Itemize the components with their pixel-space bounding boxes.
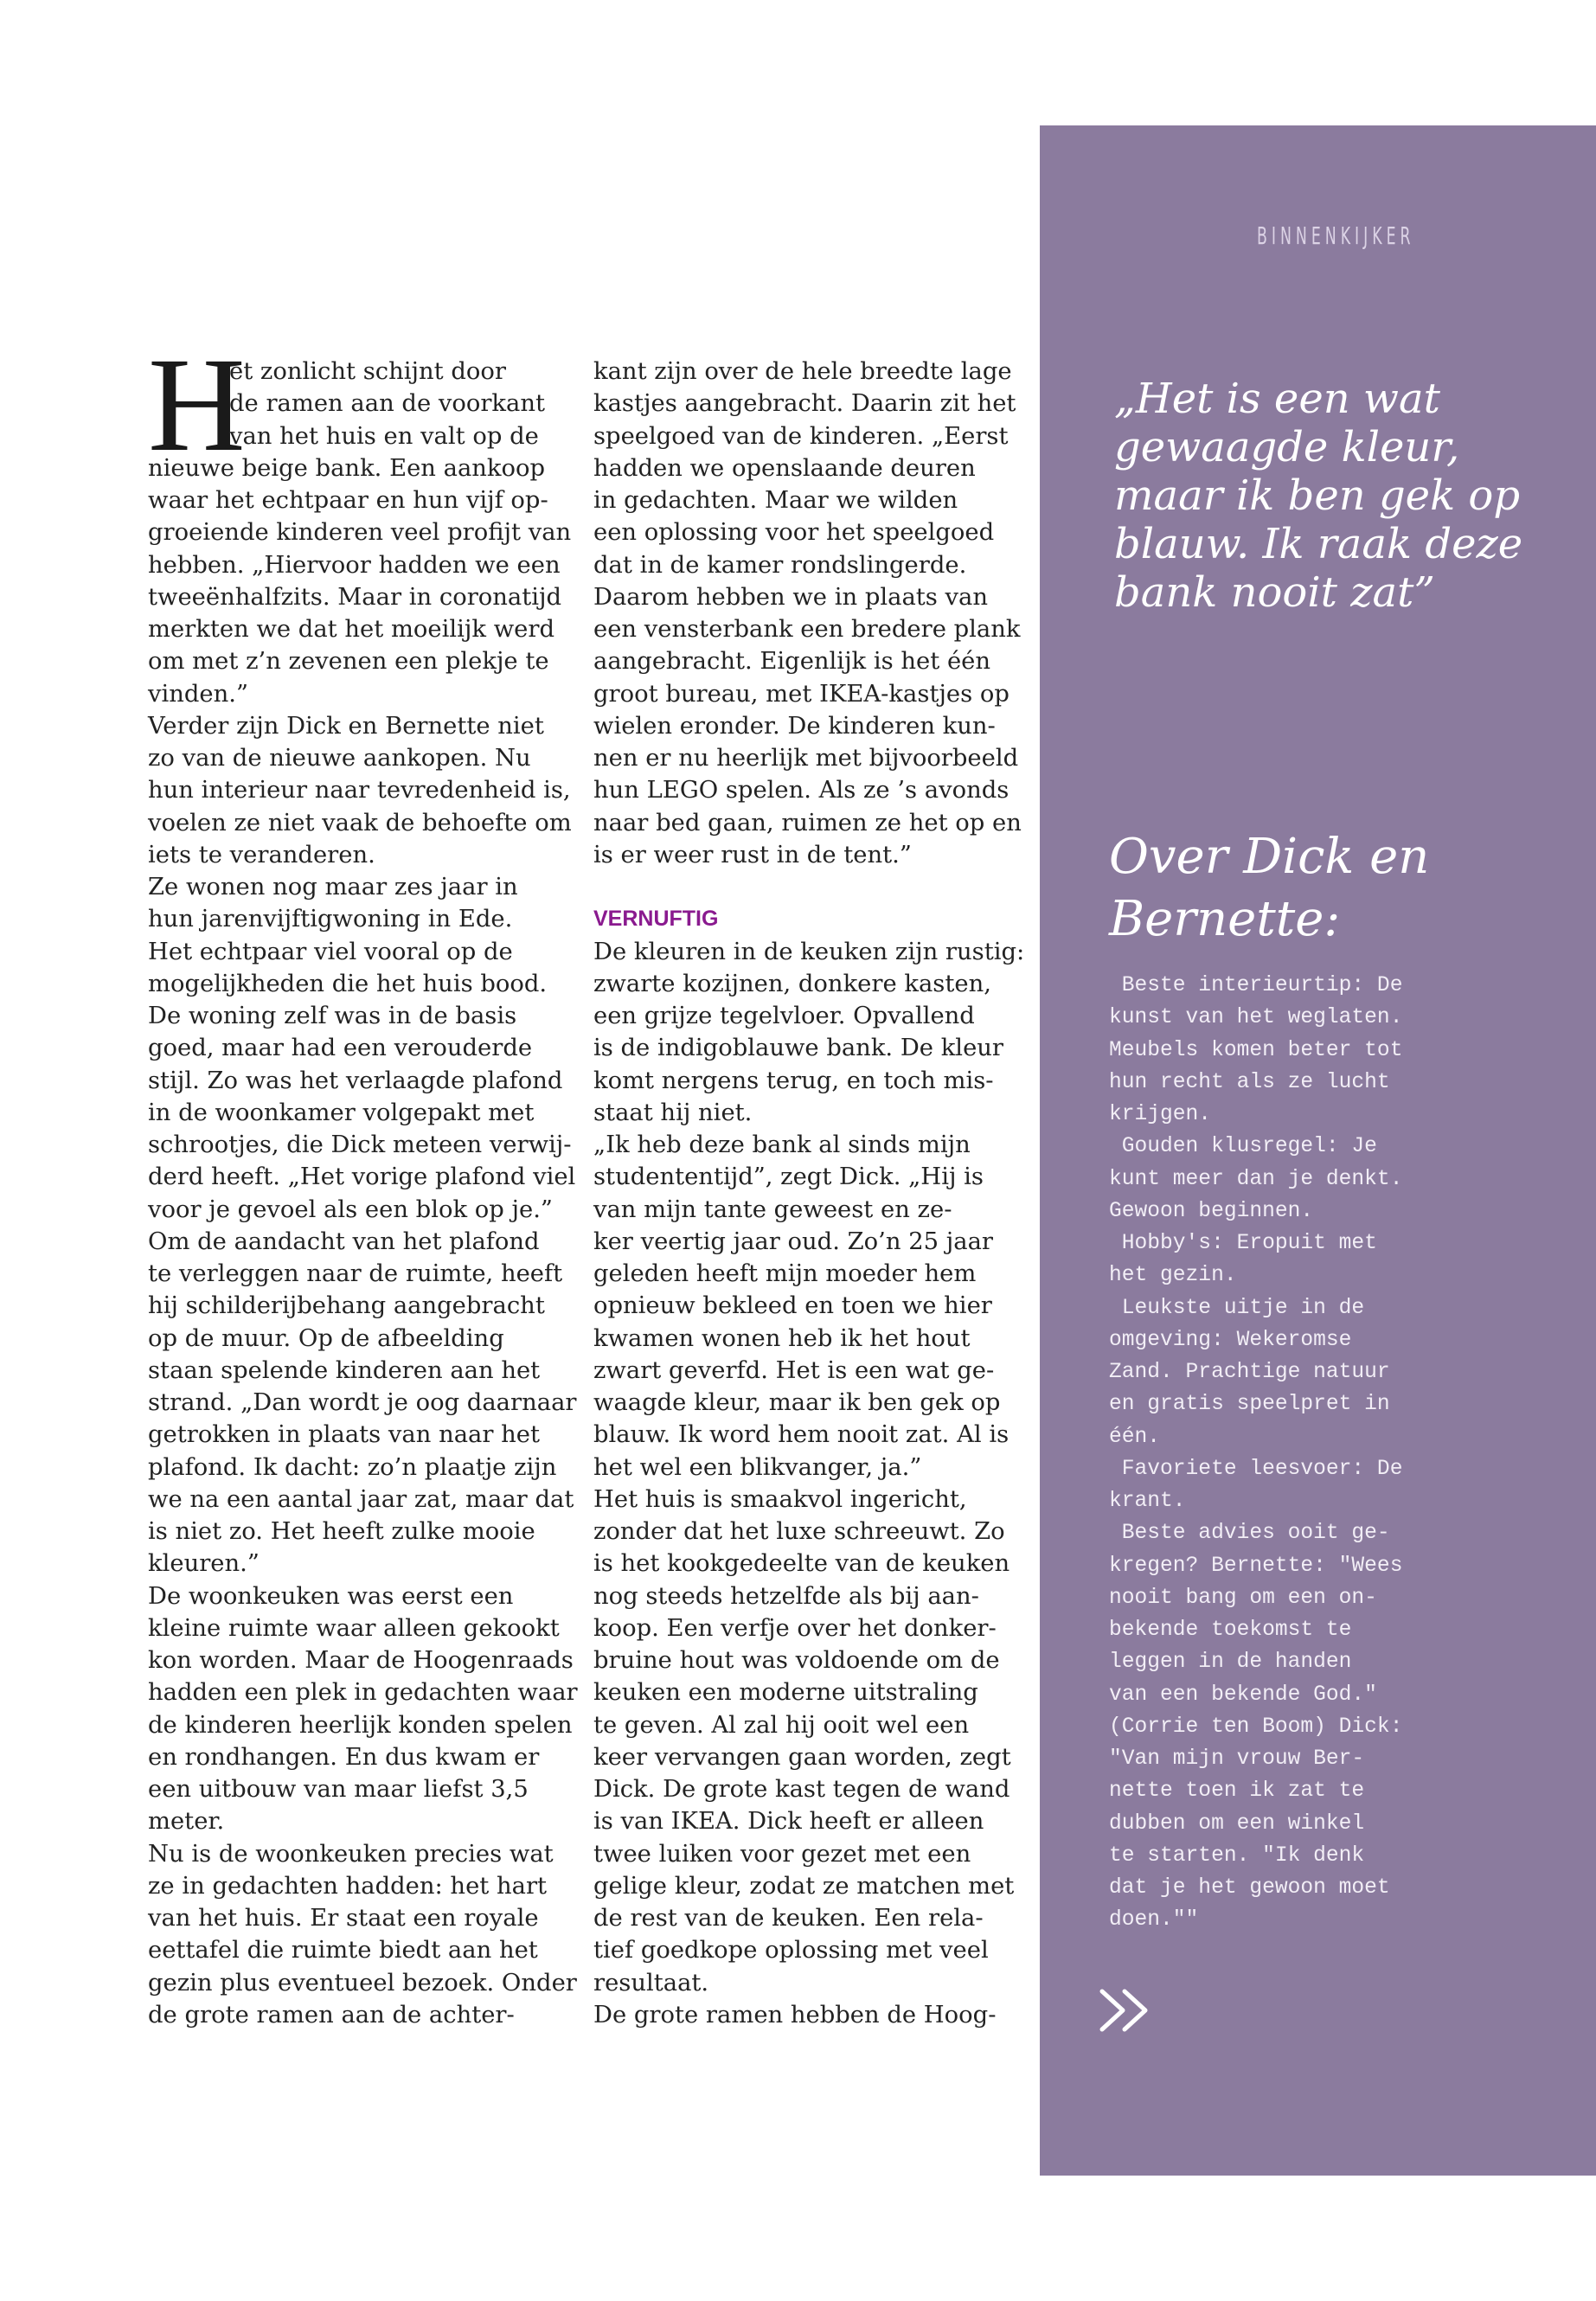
text-line: de ramen aan de voorkant (229, 390, 545, 418)
drop-cap: H (148, 330, 246, 479)
text-line: stijl. Zo was het verlaagde plafond (148, 1067, 563, 1094)
text-line: Om de aandacht van het plafond (148, 1227, 540, 1255)
fact-line: nette toen ik zat te (1109, 1779, 1365, 1804)
text-line: iets te veranderen. (148, 841, 375, 868)
fact-line: Beste advies ooit ge- (1109, 1522, 1390, 1546)
text-line: geleden heeft mijn moeder hem (593, 1260, 977, 1287)
fact-line: hun recht als ze lucht (1109, 1070, 1390, 1094)
fact-line: Meubels komen beter tot (1109, 1038, 1403, 1062)
text-line: in gedachten. Maar we wilden (593, 487, 958, 514)
fact-line: krant. (1109, 1490, 1186, 1513)
text-line: een vensterbank een bredere plank (593, 616, 1021, 643)
text-line: hebben. „Hiervoor hadden we een (148, 551, 561, 579)
text-line: kwamen wonen heb ik het hout (593, 1324, 971, 1352)
article-column-2-text-bottom (593, 936, 1025, 2032)
fact-line: omgeving: Wekeromse (1109, 1328, 1352, 1352)
text-line: tief goedkope oplossing met veel (593, 1937, 989, 1965)
text-line: ker veertig jaar oud. Zo’n 25 jaar (593, 1227, 994, 1255)
text-line: waagde kleur, maar ik ben gek op (593, 1389, 1001, 1416)
text-line: keuken een moderne uitstraling (593, 1679, 978, 1707)
text-line: koop. Een verfje over het donker- (593, 1614, 997, 1642)
text-line: strand. „Dan wordt je oog daarnaar (148, 1389, 577, 1416)
quote-line: maar ik ben gek op (1114, 471, 1521, 520)
text-line: groeiende kinderen veel profijt van (148, 519, 572, 547)
fact-line: (Corrie ten Boom) Dick: (1109, 1715, 1403, 1739)
text-line: de rest van de keuken. Een rela- (593, 1905, 984, 1932)
quote-line: „Het is een wat (1114, 375, 1440, 423)
text-line: we na een aantal jaar zat, maar dat (148, 1485, 574, 1513)
text-line: staat hij niet. (593, 1099, 753, 1126)
text-line: et zonlicht schijnt door (229, 358, 506, 385)
article-column-2 (593, 356, 1025, 2031)
fact-line: en gratis speelpret in (1109, 1393, 1390, 1417)
text-line: opnieuw bekleed en toen we hier (593, 1292, 992, 1320)
quote-line: bank nooit zat” (1114, 568, 1435, 617)
text-line: resultaat. (593, 1969, 709, 1997)
fact-line: Hobby's: Eropuit met (1109, 1232, 1377, 1255)
text-line: voor je gevoel als een blok op je.” (148, 1195, 553, 1223)
fact-line: Leukste uitje in de (1109, 1296, 1365, 1320)
text-line: staan spelende kinderen aan het (148, 1356, 541, 1384)
text-line: een grijze tegelvloer. Opvallend (593, 1003, 975, 1029)
fact-line: doen."" (1109, 1908, 1199, 1932)
sidebar-facts (1109, 970, 1507, 1937)
text-line: bruine hout was voldoende om de (593, 1647, 1000, 1674)
text-line: studententijd”, zegt Dick. „Hij is (593, 1163, 984, 1191)
text-line: en rondhangen. En dus kwam er (148, 1743, 540, 1771)
text-line: twee luiken voor gezet met een (593, 1840, 971, 1868)
text-line: kleuren.” (148, 1550, 260, 1578)
text-line: Nu is de woonkeuken precies wat (148, 1840, 554, 1868)
text-line: Ze wonen nog maar zes jaar in (148, 874, 518, 901)
text-line: Daarom hebben we in plaats van (593, 583, 988, 611)
text-line: de kinderen heerlijk konden spelen (148, 1711, 573, 1739)
text-line: zwart geverfd. Het is een wat ge- (593, 1356, 995, 1384)
text-line: nog steeds hetzelfde als bij aan- (593, 1582, 979, 1610)
text-line: is de indigoblauwe bank. De kleur (593, 1035, 1004, 1062)
sidebar-heading (1109, 826, 1542, 951)
fact-line: Beste interieurtip: De (1109, 974, 1403, 997)
text-line: tweeënhalfzits. Maar in coronatijd (148, 583, 562, 611)
text-line: kleine ruimte waar alleen gekookt (148, 1614, 560, 1642)
text-line: voelen ze niet vaak de behoefte om (148, 809, 572, 836)
heading-line: Bernette: (1109, 891, 1341, 947)
text-line: in de woonkamer volgepakt met (148, 1099, 535, 1126)
fact-line: Gewoon beginnen. (1109, 1199, 1314, 1223)
text-line: groot bureau, met IKEA-kastjes op (593, 680, 1010, 708)
text-line: te verleggen naar de ruimte, heeft (148, 1260, 563, 1287)
quote-line: blauw. Ik raak deze (1114, 520, 1523, 568)
fact-line: Favoriete leesvoer: De (1109, 1457, 1403, 1481)
text-line: Het echtpaar viel vooral op de (148, 938, 513, 965)
text-line: blauw. Ik word hem nooit zat. Al is (593, 1421, 1010, 1449)
text-line: gelige kleur, zodat ze matchen met (593, 1872, 1015, 1900)
text-line: zo van de nieuwe aankopen. Nu (148, 745, 531, 772)
fact-line: kregen? Bernette: "Wees (1109, 1554, 1403, 1578)
text-line: hun LEGO spelen. Als ze ’s avonds (593, 777, 1010, 804)
text-line: Dick. De grote kast tegen de wand (593, 1776, 1010, 1803)
fact-line: dubben om een winkel (1109, 1811, 1365, 1836)
text-line: zonder dat het luxe schreeuwt. Zo (593, 1518, 1005, 1545)
text-line: zwarte kozijnen, donkere kasten, (593, 970, 991, 997)
text-line: hij schilderijbehang aangebracht (148, 1292, 545, 1320)
text-line: De woning zelf was in de basis (148, 1003, 517, 1029)
text-line: speelgoed van de kinderen. „Eerst (593, 422, 1009, 450)
text-line: wielen eronder. De kinderen kun- (593, 712, 996, 740)
fact-line: Zand. Prachtige natuur (1109, 1361, 1390, 1384)
double-chevron-right-icon[interactable] (1099, 1988, 1154, 2036)
fact-line: dat je het gewoon moet (1109, 1876, 1390, 1900)
text-line: plafond. Ik dacht: zo’n plaatje zijn (148, 1453, 557, 1481)
text-line: is van IKEA. Dick heeft er alleen (593, 1808, 984, 1836)
fact-line: kunst van het weglaten. (1109, 1006, 1403, 1030)
text-line: van het huis en valt op de (229, 422, 539, 450)
text-line: kastjes aangebracht. Daarin zit het (593, 390, 1016, 418)
text-line: getrokken in plaats van naar het (148, 1421, 541, 1449)
text-line: eettafel die ruimte biedt aan het (148, 1937, 538, 1965)
text-line: meter. (148, 1808, 225, 1836)
text-line: Verder zijn Dick en Bernette niet (148, 712, 544, 740)
text-line: schrootjes, die Dick meteen verwij- (148, 1131, 572, 1158)
text-line: gezin plus eventueel bezoek. Onder (148, 1969, 577, 1997)
fact-line: één. (1109, 1425, 1161, 1449)
fact-line: het gezin. (1109, 1264, 1237, 1288)
section-subheading: VERNUFTIG (593, 907, 719, 932)
article-column-1 (148, 356, 578, 2031)
text-line: het wel een blikvanger, ja.” (593, 1453, 922, 1481)
text-line: De woonkeuken was eerst een (148, 1582, 514, 1610)
text-line: hadden we openslaande deuren (593, 454, 976, 482)
text-line: hadden een plek in gedachten waar (148, 1679, 578, 1707)
text-line: is er weer rust in de tent.” (593, 841, 912, 868)
fact-line: Gouden klusregel: Je (1109, 1135, 1377, 1159)
text-line: een oplossing voor het speelgoed (593, 519, 995, 547)
text-line: is niet zo. Het heeft zulke mooie (148, 1518, 535, 1545)
text-line: „Ik heb deze bank al sinds mijn (593, 1131, 971, 1158)
text-line: merkten we dat het moeilijk werd (148, 616, 554, 643)
text-line: om met z’n zevenen een plekje te (148, 648, 549, 676)
text-line: ze in gedachten hadden: het hart (148, 1872, 548, 1900)
section-tag: BINNENKIJKER (1257, 221, 1415, 250)
text-line: is het kookgedeelte van de keuken (593, 1550, 1010, 1578)
text-line: dat in de kamer rondslingerde. (593, 551, 967, 579)
text-line: mogelijkheden die het huis bood. (148, 970, 548, 997)
pull-quote (1114, 375, 1529, 617)
text-line: kant zijn over de hele breedte lage (593, 358, 1012, 385)
text-line: hun interieur naar tevredenheid is, (148, 777, 571, 804)
text-line: nen er nu heerlijk met bijvoorbeeld (593, 745, 1019, 772)
quote-line: gewaagde kleur, (1114, 423, 1460, 471)
text-line: nieuwe beige bank. Een aankoop (148, 454, 546, 482)
text-line: keer vervangen gaan worden, zegt (593, 1743, 1011, 1771)
article-column-2-text-top (593, 356, 1022, 871)
text-line: de grote ramen aan de achter- (148, 2001, 515, 2029)
fact-line: te starten. "Ik denk (1109, 1843, 1365, 1868)
text-line: derd heeft. „Het vorige plafond viel (148, 1163, 576, 1191)
text-line: naar bed gaan, ruimen ze het op en (593, 809, 1022, 836)
text-line: vinden.” (148, 680, 248, 708)
text-line: aangebracht. Eigenlijk is het één (593, 648, 991, 676)
text-line: goed, maar had een verouderde (148, 1035, 533, 1062)
fact-line: bekende toekomst te (1109, 1618, 1352, 1642)
text-line: hun jarenvijftigwoning in Ede. (148, 906, 513, 933)
fact-line: "Van mijn vrouw Ber- (1109, 1747, 1365, 1771)
text-line: kon worden. Maar de Hoogenraads (148, 1647, 574, 1674)
text-line: van mijn tante geweest en ze- (593, 1195, 952, 1223)
text-line: waar het echtpaar en hun vijf op- (148, 487, 548, 514)
fact-line: van een bekende God." (1109, 1682, 1377, 1707)
text-line: De kleuren in de keuken zijn rustig: (593, 938, 1025, 965)
fact-line: leggen in de handen (1109, 1650, 1352, 1675)
fact-line: nooit bang om een on- (1109, 1586, 1377, 1610)
text-line: op de muur. Op de afbeelding (148, 1324, 504, 1352)
text-line: komt nergens terug, en toch mis- (593, 1067, 994, 1094)
text-line: te geven. Al zal hij ooit wel een (593, 1711, 970, 1739)
text-line: De grote ramen hebben de Hoog- (593, 2001, 997, 2029)
heading-line: Over Dick en (1109, 829, 1430, 885)
fact-line: kunt meer dan je denkt. (1109, 1167, 1403, 1191)
text-line: een uitbouw van maar liefst 3,5 (148, 1776, 529, 1803)
fact-line: krijgen. (1109, 1103, 1212, 1126)
text-line: van het huis. Er staat een royale (148, 1905, 539, 1932)
text-line: Het huis is smaakvol ingericht, (593, 1485, 967, 1513)
